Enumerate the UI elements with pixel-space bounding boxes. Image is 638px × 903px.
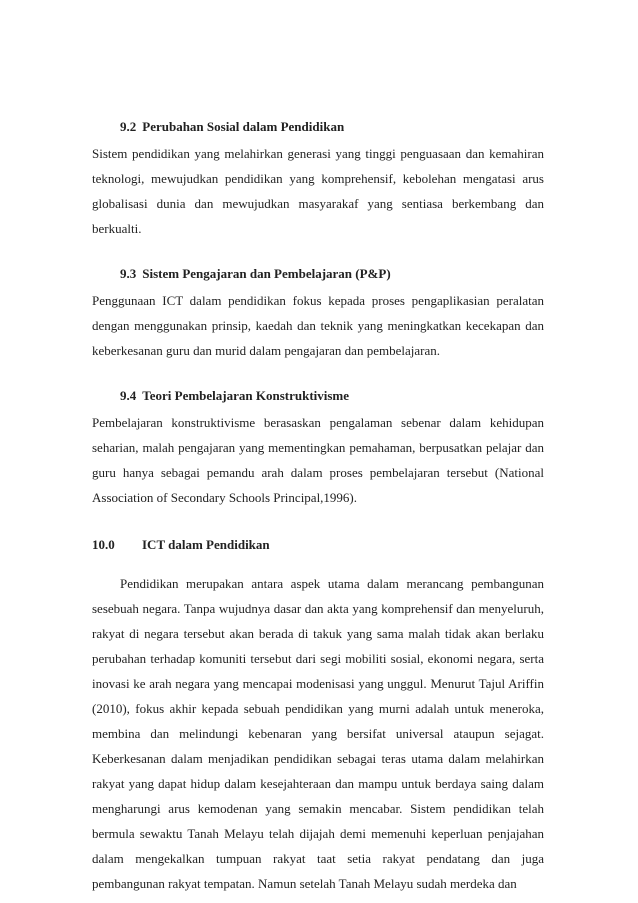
section-number: 10.0 <box>92 537 115 552</box>
section-paragraph-9-4: Pembelajaran konstruktivisme berasaskan pengalaman sebenar dalam kehidupan seharian, malah pengajaran yang mementingkan pemahaman, berpusatkan pelajar dan guru hanya sebagai pemandu arah dalam proses pembelajaran tersebut (National Association of Secondary Schools Principal,1996). <box>92 415 544 505</box>
section-heading-9-3 <box>92 265 544 283</box>
section-title: Sistem Pengajaran dan Pembelajaran (P&P) <box>142 266 391 281</box>
section-number: 9.3 <box>120 266 137 281</box>
section-number: 9.2 <box>120 119 137 134</box>
section-title: Perubahan Sosial dalam Pendidikan <box>142 119 345 134</box>
section-number: 9.4 <box>120 388 137 403</box>
section-heading-9-2 <box>92 118 544 136</box>
page-content <box>92 118 544 896</box>
section-paragraph-9-2: Sistem pendidikan yang melahirkan generasi yang tinggi penguasaan dan kemahiran teknologi, mewujudkan pendidikan yang komprehensif, kebolehan mengatasi arus globalisasi dunia dan mewujudkan masyarakaf yang sentiasa berkembang dan berkualti. <box>92 146 544 236</box>
section-paragraph-10-0: Pendidikan merupakan antara aspek utama dalam merancang pembangunan sesebuah negara. Tanpa wujudnya dasar dan akta yang komprehensif dan menyeluruh, rakyat di negara tersebut akan berada di takuk yang sama malah tidak akan berlaku perubahan terhadap komuniti tersebut dari segi mobiliti sosial, ekonomi negara, serta inovasi ke arah negara yang mencapai modenisasi yang unggul. Menurut Tajul Ariffin (2010), fokus akhir kepada sebuah pendidikan yang murni adalah untuk meneroka, membina dan melindungi kebenaran yang bersifat universal ataupun sejagat. Keberkesanan dalam menjadikan pendidikan sebagai teras utama dalam melahirkan rakyat yang dapat hidup dalam kesejahteraan dan mampu untuk berdaya saing dalam mengharungi arus kemodenan yang semakin mencabar. Sistem pendidikan telah bermula sewaktu Tanah Melayu telah dijajah demi memenuhi keperluan penjajahan dalam mengekalkan tumpuan rakyat taat setia rakyat pendatang dan juga pembangunan rakyat tempatan. Namun setelah Tanah Melayu sudah merdeka dan <box>92 576 544 891</box>
section-title: Teori Pembelajaran Konstruktivisme <box>142 388 350 403</box>
section-title: ICT dalam Pendidikan <box>142 537 270 552</box>
section-heading-10-0 <box>92 536 544 554</box>
section-heading-9-4 <box>92 387 544 405</box>
section-paragraph-9-3: Penggunaan ICT dalam pendidikan fokus kepada proses pengaplikasian peralatan dengan menggunakan prinsip, kaedah dan teknik yang meningkatkan kecekapan dan keberkesanan guru dan murid dalam pengajaran dan pembelajaran. <box>92 293 544 358</box>
